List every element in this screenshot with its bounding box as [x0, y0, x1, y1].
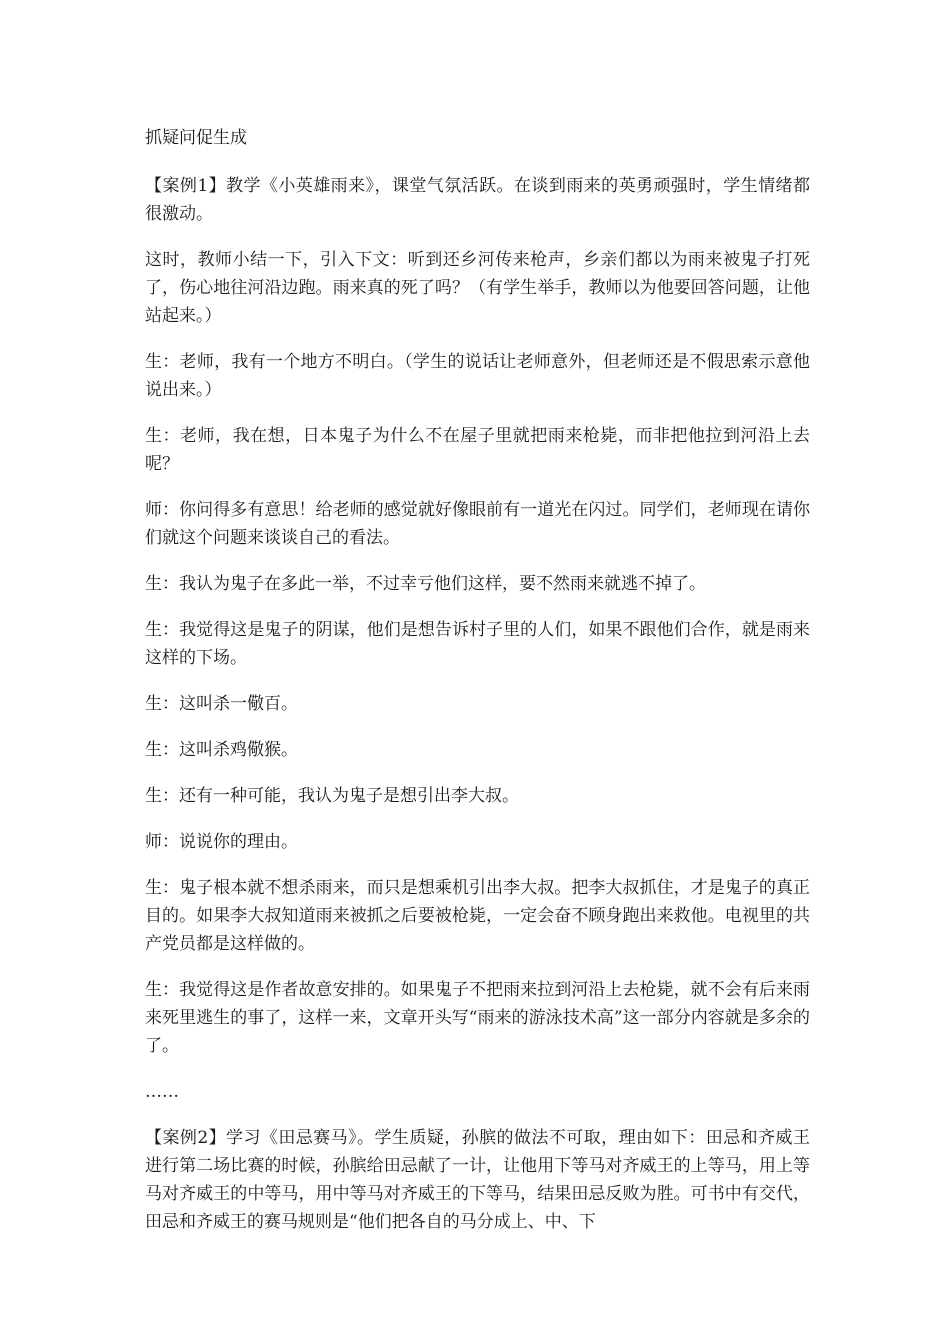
dialogue-paragraph: 生：还有一种可能，我认为鬼子是想引出李大叔。 — [145, 786, 519, 806]
document-page — [145, 124, 810, 1254]
dialogue-paragraph: 生：我认为鬼子在多此一举，不过幸亏他们这样，要不然雨来就逃不掉了。 — [145, 574, 706, 594]
document-title: 抓疑问促生成 — [145, 128, 247, 148]
dialogue-paragraph: 生：这叫杀一儆百。 — [145, 694, 298, 714]
dialogue-paragraph: 生：这叫杀鸡儆猴。 — [145, 740, 298, 760]
dialogue-paragraph: 生：我觉得这是作者故意安排的。如果鬼子不把雨来拉到河沿上去枪毙，就不会有后来雨来死里逃生的事了，这样一来，文章开头写“雨来的游泳技术高”这一部分内容就是多余的了。 — [145, 980, 810, 1056]
case1-intro-paragraph: 【案例1】教学《小英雄雨来》，课堂气氛活跃。在谈到雨来的英勇顽强时，学生情绪都很激动。 — [145, 176, 810, 224]
dialogue-paragraph: 生：我觉得这是鬼子的阴谋，他们是想告诉村子里的人们，如果不跟他们合作，就是雨来这样的下场。 — [145, 620, 810, 668]
case2-paragraph: 【案例2】学习《田忌赛马》。学生质疑，孙膑的做法不可取，理由如下：田忌和齐威王进行第二场比赛的时候，孙膑给田忌献了一计，让他用下等马对齐威王的上等马，用上等马对齐威王的中等马，用中等马对齐威王的下等马，结果田忌反败为胜。可书中有交代，田忌和齐威王的赛马规则是“他们把各自的马分成上、中、下 — [145, 1128, 810, 1232]
dialogue-paragraph: 师：说说你的理由。 — [145, 832, 298, 852]
dialogue-paragraph: 生：老师，我在想，日本鬼子为什么不在屋子里就把雨来枪毙，而非把他拉到河沿上去呢？ — [145, 426, 810, 474]
dialogue-paragraph: 生：鬼子根本就不想杀雨来，而只是想乘机引出李大叔。把李大叔抓住，才是鬼子的真正目的。如果李大叔知道雨来被抓之后要被枪毙，一定会奋不顾身跑出来救他。电视里的共产党员都是这样做的。 — [145, 878, 810, 954]
ellipsis-paragraph: …… — [145, 1082, 179, 1102]
dialogue-paragraph: 生：老师，我有一个地方不明白。（学生的说话让老师意外，但老师还是不假思索示意他说出来。） — [145, 352, 810, 400]
teacher-summary-paragraph: 这时，教师小结一下，引入下文：听到还乡河传来枪声，乡亲们都以为雨来被鬼子打死了，伤心地往河沿边跑。雨来真的死了吗？（有学生举手，教师以为他要回答问题，让他站起来。） — [145, 250, 810, 326]
dialogue-paragraph: 师：你问得多有意思！给老师的感觉就好像眼前有一道光在闪过。同学们，老师现在请你们就这个问题来谈谈自己的看法。 — [145, 500, 810, 548]
